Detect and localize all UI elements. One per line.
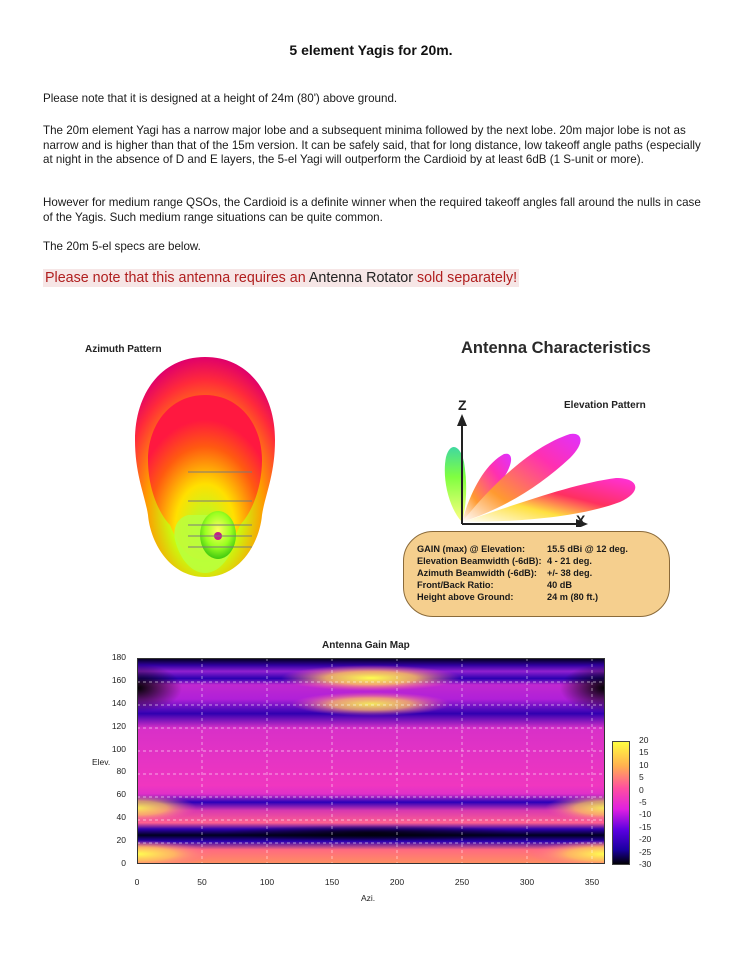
- x-tick-label: 300: [519, 877, 535, 887]
- colorbar-tick-label: -5: [639, 797, 647, 807]
- gain-map-ylabel: Elev.: [92, 757, 111, 767]
- warning-rotator-link: Antenna Rotator: [308, 270, 414, 286]
- x-tick-label: 350: [584, 877, 600, 887]
- y-tick-label: 140: [111, 697, 126, 708]
- specs-intro: The 20m 5-el specs are below.: [43, 240, 201, 253]
- z-axis-label: Z: [458, 397, 467, 413]
- elevation-pattern-image: [420, 392, 650, 527]
- spec-label-height: Height above Ground:: [417, 592, 514, 602]
- description-paragraph: The 20m element Yagi has a narrow major lobe and a subsequent minima followed by the next lobe. 20m major lobe is not as narrow and is higher than that of the 15m version. It can be safely said, that for long distance, low takeoff angle paths (especially at night in the absence of D and E layers, the 5-el Yagi will outperform the Cardioid by at least 6dB (1 S-unit or more).: [43, 124, 701, 167]
- spec-value-front-back: 40 dB: [547, 580, 573, 590]
- warning-text-1: Please note that this antenna requires an: [45, 270, 309, 286]
- x-tick-label: 200: [389, 877, 405, 887]
- elevation-pattern-label: Elevation Pattern: [564, 400, 646, 411]
- warning-text-2: sold separately!: [413, 270, 518, 286]
- spec-label-gain: GAIN (max) @ Elevation:: [417, 544, 525, 554]
- x-tick-label: 0: [134, 877, 140, 887]
- rotator-warning: [43, 269, 519, 287]
- spec-value-elevation-beamwidth: 4 - 21 deg.: [547, 556, 592, 566]
- spec-label-azimuth-beamwidth: Azimuth Beamwidth (-6dB):: [417, 568, 537, 578]
- azimuth-pattern-label: Azimuth Pattern: [85, 344, 162, 355]
- x-tick-label: 100: [259, 877, 275, 887]
- colorbar-tick-label: -25: [639, 846, 652, 857]
- gain-map-colorbar: [612, 741, 630, 865]
- characteristics-title: Antenna Characteristics: [461, 339, 651, 357]
- x-tick-label: 50: [197, 877, 207, 887]
- spec-label-elevation-beamwidth: Elevation Beamwidth (-6dB):: [417, 556, 542, 566]
- colorbar-tick-label: 0: [639, 784, 644, 795]
- colorbar-tick-label: -15: [639, 821, 652, 832]
- colorbar-tick-label: 5: [639, 772, 644, 783]
- colorbar-tick-label: -20: [639, 834, 652, 845]
- height-note: Please note that it is designed at a height of 24m (80') above ground.: [43, 92, 398, 105]
- colorbar-tick-label: -10: [639, 809, 652, 820]
- spec-value-azimuth-beamwidth: +/- 38 deg.: [547, 568, 593, 578]
- specs-box: [403, 531, 670, 617]
- y-tick-label: 40: [116, 812, 126, 823]
- x-tick-label: 250: [454, 877, 470, 887]
- gain-map-title: Antenna Gain Map: [322, 640, 410, 651]
- spec-label-front-back: Front/Back Ratio:: [417, 580, 494, 590]
- gain-map-plot: [137, 658, 605, 864]
- colorbar-tick-label: -30: [639, 859, 652, 869]
- y-tick-label: 20: [116, 835, 126, 846]
- colorbar-tick-label: 10: [639, 759, 649, 770]
- y-tick-label: 180: [111, 652, 126, 662]
- azimuth-pattern-image: [130, 355, 280, 580]
- y-tick-label: 160: [111, 674, 126, 685]
- spec-value-gain: 15.5 dBi @ 12 deg.: [547, 544, 628, 554]
- page-title: 5 element Yagis for 20m.: [289, 42, 453, 58]
- y-tick-label: 60: [116, 789, 126, 800]
- y-tick-label: 0: [121, 858, 126, 868]
- colorbar-tick-label: 15: [639, 747, 649, 758]
- colorbar-tick-label: 20: [639, 735, 649, 745]
- medium-range-paragraph: However for medium range QSOs, the Cardioid is a definite winner when the required takeoff angles fall around the nulls in case of the Yagis. Such medium range situations can be quite common.: [43, 196, 701, 224]
- y-tick-label: 100: [111, 743, 126, 754]
- gain-map-xlabel: Azi.: [361, 893, 376, 903]
- y-tick-label: 120: [111, 720, 126, 731]
- y-tick-label: 80: [116, 766, 126, 777]
- spec-value-height: 24 m (80 ft.): [547, 592, 599, 602]
- x-axis-label: X: [576, 512, 586, 527]
- x-tick-label: 150: [324, 877, 340, 887]
